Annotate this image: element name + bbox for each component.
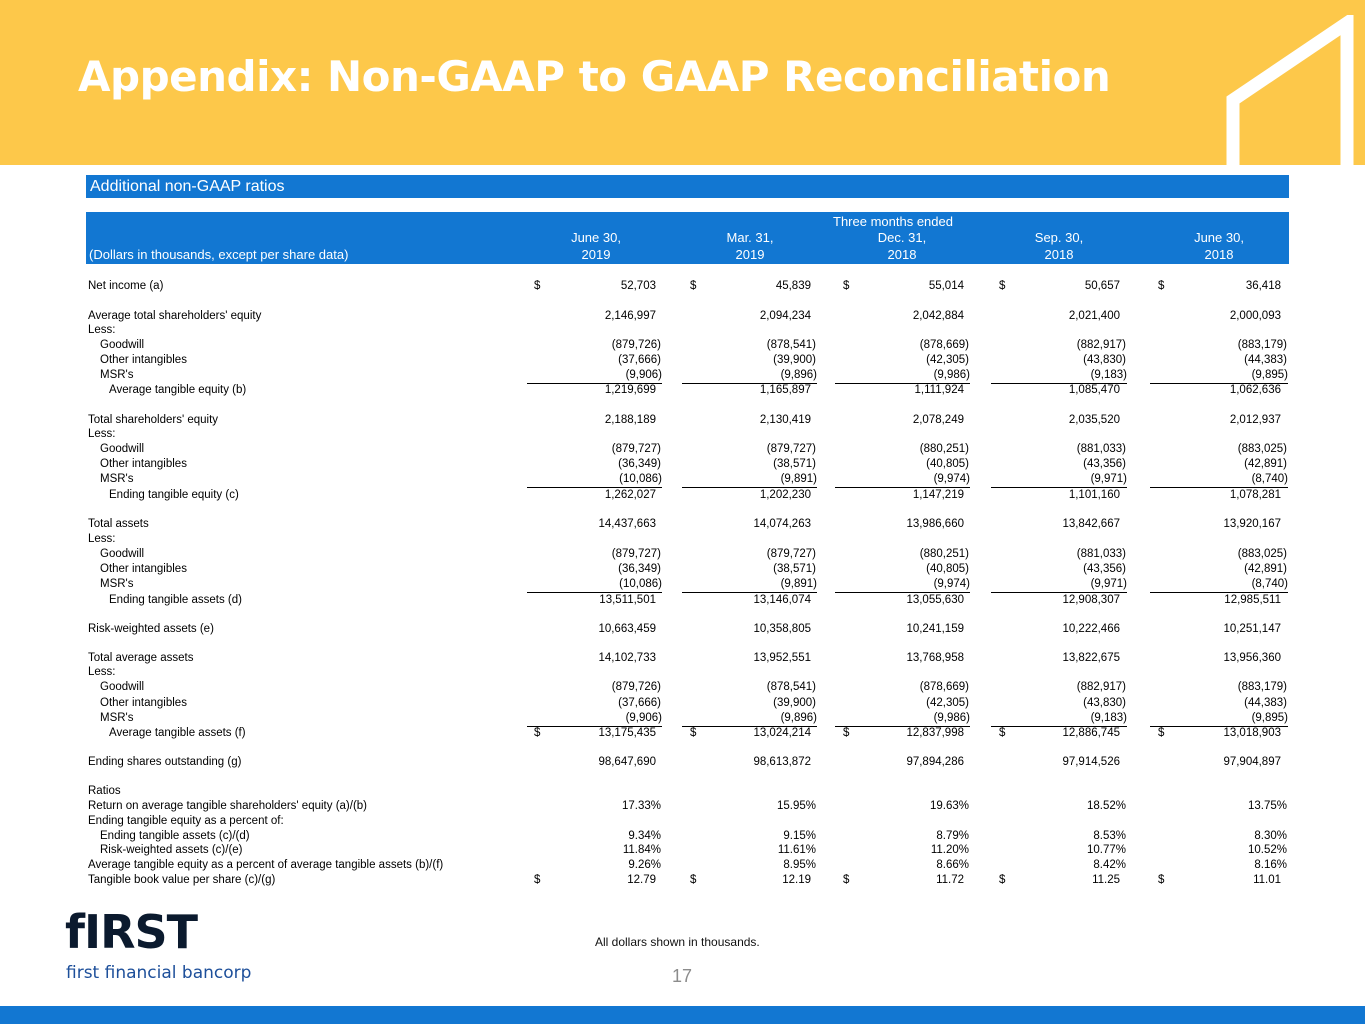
currency-symbol: $ — [1158, 280, 1165, 292]
table-cell: 1,085,470 — [1068, 384, 1120, 396]
row-label: Ending shares outstanding (g) — [88, 756, 242, 768]
table-cell: 13,956,360 — [1223, 652, 1281, 664]
row-label: Ratios — [88, 785, 121, 797]
table-row — [0, 622, 1365, 637]
table-cell: (9,974) — [835, 472, 970, 488]
table-row — [0, 873, 1365, 888]
currency-symbol: $ — [999, 727, 1006, 739]
table-cell: 9.26% — [628, 859, 661, 871]
table-cell: 2,012,937 — [1229, 414, 1281, 426]
table-cell: (10,086) — [527, 577, 662, 593]
table-cell: 1,202,230 — [759, 489, 811, 501]
table-cell: (879,727) — [611, 443, 661, 455]
row-label: Less: — [88, 533, 116, 545]
table-cell: (43,830) — [1083, 354, 1126, 366]
table-cell: 2,130,419 — [759, 414, 811, 426]
table-row — [0, 829, 1365, 844]
table-cell: 2,146,997 — [604, 310, 656, 322]
table-cell: (9,906) — [527, 711, 662, 727]
table-cell: (9,974) — [835, 577, 970, 593]
table-row — [0, 457, 1365, 472]
row-label: Goodwill — [100, 681, 145, 693]
table-cell: (38,571) — [773, 563, 816, 575]
table-cell: 10,358,805 — [753, 623, 811, 635]
table-cell: (880,251) — [919, 548, 969, 560]
currency-symbol: $ — [1158, 727, 1165, 739]
table-cell: 1,062,636 — [1229, 384, 1281, 396]
table-cell: 13,952,551 — [753, 652, 811, 664]
table-cell: (9,183) — [991, 368, 1127, 384]
company-tagline: first financial bancorp — [66, 963, 252, 983]
table-cell: 12,985,511 — [1224, 594, 1281, 606]
table-cell: 1,219,699 — [604, 384, 656, 396]
table-cell: 14,102,733 — [598, 652, 656, 664]
table-cell: (42,305) — [926, 354, 969, 366]
column-header-year: 2019 — [735, 247, 765, 262]
table-row — [0, 323, 1365, 338]
table-cell: 8.53% — [1093, 830, 1126, 842]
table-cell: (879,727) — [766, 548, 816, 560]
currency-symbol: $ — [534, 727, 541, 739]
table-cell: (10,086) — [527, 472, 662, 488]
row-label: Return on average tangible shareholders' equity (a)/(b) — [88, 800, 367, 812]
column-header-year: 2018 — [887, 247, 917, 262]
row-label: Goodwill — [100, 339, 145, 351]
table-cell: (9,891) — [682, 577, 817, 593]
table-cell: (883,179) — [1237, 339, 1287, 351]
table-row — [0, 562, 1365, 577]
table-cell: (881,033) — [1076, 548, 1126, 560]
table-row — [0, 814, 1365, 829]
table-cell: (883,025) — [1237, 548, 1287, 560]
table-cell: 13,842,667 — [1062, 518, 1120, 530]
table-row — [0, 488, 1365, 503]
table-cell: 98,613,872 — [753, 756, 811, 768]
table-cell: 10,241,159 — [906, 623, 964, 635]
table-cell: 8.30% — [1254, 830, 1287, 842]
table-cell: (43,356) — [1083, 563, 1126, 575]
table-row — [0, 383, 1365, 398]
table-cell: 10,222,466 — [1062, 623, 1120, 635]
company-logo: fIRST — [65, 905, 198, 959]
table-row — [0, 279, 1365, 294]
table-cell: 11.61% — [777, 844, 816, 856]
table-cell: 1,078,281 — [1229, 489, 1281, 501]
table-cell: 13,511,501 — [599, 594, 656, 606]
table-row — [0, 532, 1365, 547]
table-cell: 2,035,520 — [1068, 414, 1120, 426]
table-cell: 13,920,167 — [1223, 518, 1281, 530]
table-cell: (880,251) — [919, 443, 969, 455]
row-label: Other intangibles — [100, 458, 187, 470]
table-cell: (39,900) — [773, 697, 816, 709]
table-cell: (9,971) — [991, 472, 1127, 488]
table-cell: (9,971) — [991, 577, 1127, 593]
table-cell: 19.63% — [929, 800, 969, 812]
table-cell: 13.75% — [1247, 800, 1287, 812]
footnote: All dollars shown in thousands. — [595, 935, 760, 949]
table-cell: (40,805) — [926, 458, 969, 470]
table-cell: 14,437,663 — [598, 518, 656, 530]
table-cell: 97,914,526 — [1062, 756, 1120, 768]
table-cell: 1,101,160 — [1068, 489, 1120, 501]
table-cell: 1,147,219 — [912, 489, 964, 501]
table-cell: 17.33% — [621, 800, 661, 812]
table-cell: (38,571) — [773, 458, 816, 470]
currency-symbol: $ — [843, 280, 850, 292]
row-label: Average tangible assets (f) — [109, 727, 246, 739]
table-cell: 45,839 — [775, 280, 811, 292]
table-cell: 13,018,903 — [1223, 727, 1281, 739]
table-row — [0, 368, 1365, 383]
table-cell: (39,900) — [773, 354, 816, 366]
table-cell: (9,986) — [835, 711, 970, 727]
table-cell: 8.95% — [783, 859, 816, 871]
table-cell: (883,025) — [1237, 443, 1287, 455]
row-label: Less: — [88, 324, 116, 336]
column-header-date: Dec. 31, — [877, 230, 927, 245]
table-cell: 10,663,459 — [598, 623, 656, 635]
header-banner — [0, 0, 1365, 165]
table-cell: (40,805) — [926, 563, 969, 575]
table-row — [0, 680, 1365, 695]
table-cell: (42,891) — [1244, 458, 1287, 470]
table-cell: (9,183) — [991, 711, 1127, 727]
table-cell: (37,666) — [618, 354, 661, 366]
table-cell: 9.15% — [783, 830, 816, 842]
currency-symbol: $ — [1158, 874, 1165, 886]
column-header-date: Sep. 30, — [1034, 230, 1084, 245]
table-cell: (42,305) — [926, 697, 969, 709]
table-cell: (882,917) — [1076, 339, 1126, 351]
table-cell: 9.34% — [628, 830, 661, 842]
currency-symbol: $ — [843, 874, 850, 886]
table-cell: 8.16% — [1254, 859, 1287, 871]
table-cell: 11.72 — [936, 874, 964, 886]
table-row — [0, 665, 1365, 680]
currency-symbol: $ — [999, 874, 1006, 886]
column-header-year: 2018 — [1204, 247, 1234, 262]
row-label: Total assets — [88, 518, 149, 530]
table-row — [0, 696, 1365, 711]
row-label: Goodwill — [100, 443, 145, 455]
row-label: Ending tangible assets (c)/(d) — [100, 830, 250, 842]
table-cell: (882,917) — [1076, 681, 1126, 693]
row-label: MSR's — [100, 578, 134, 590]
column-header-date: June 30, — [1194, 230, 1244, 245]
table-cell: 10.77% — [1086, 844, 1126, 856]
table-cell: 10,251,147 — [1223, 623, 1281, 635]
table-cell: (8,740) — [1150, 472, 1288, 488]
column-header-year: 2018 — [1044, 247, 1074, 262]
table-cell: 2,188,189 — [604, 414, 656, 426]
column-header-date: June 30, — [571, 230, 621, 245]
table-cell: (8,740) — [1150, 577, 1288, 593]
table-cell: 13,024,214 — [753, 727, 811, 739]
table-cell: 11.84% — [622, 844, 661, 856]
table-cell: 12,886,745 — [1062, 727, 1120, 739]
table-cell: (36,349) — [618, 458, 661, 470]
row-label: Ending tangible equity (c) — [109, 489, 239, 501]
table-cell: 14,074,263 — [753, 518, 811, 530]
table-cell: (883,179) — [1237, 681, 1287, 693]
currency-symbol: $ — [690, 727, 697, 739]
table-row — [0, 799, 1365, 814]
table-cell: (879,727) — [766, 443, 816, 455]
page-number: 17 — [672, 966, 693, 986]
row-label: MSR's — [100, 473, 134, 485]
table-row — [0, 547, 1365, 562]
row-label: Risk-weighted assets (e) — [88, 623, 214, 635]
table-cell: 2,078,249 — [912, 414, 964, 426]
table-cell: 2,042,884 — [912, 310, 964, 322]
table-cell: 13,175,435 — [598, 727, 656, 739]
table-cell: (879,726) — [611, 339, 661, 351]
table-cell: 2,021,400 — [1068, 310, 1120, 322]
row-label: Goodwill — [100, 548, 145, 560]
row-label: Total shareholders' equity — [88, 414, 219, 426]
table-cell: 12.19 — [782, 874, 811, 886]
table-cell: 98,647,690 — [598, 756, 656, 768]
table-cell: 12,908,307 — [1062, 594, 1120, 606]
table-cell: (879,727) — [611, 548, 661, 560]
column-header-year: 2019 — [581, 247, 611, 262]
table-row — [0, 843, 1365, 858]
table-cell: (37,666) — [618, 697, 661, 709]
table-cell: 50,657 — [1084, 280, 1120, 292]
row-label: Ending tangible equity as a percent of: — [88, 815, 284, 827]
row-label: Average tangible equity as a percent of average tangible assets (b)/(f) — [88, 859, 444, 871]
period-caption: Three months ended — [833, 214, 953, 229]
table-cell: 1,165,897 — [759, 384, 811, 396]
table-cell: (878,669) — [919, 339, 969, 351]
row-label: Less: — [88, 428, 116, 440]
table-cell: 11.20% — [930, 844, 969, 856]
table-cell: (881,033) — [1076, 443, 1126, 455]
table-cell: 8.42% — [1093, 859, 1126, 871]
row-label: Ending tangible assets (d) — [109, 594, 242, 606]
table-cell: (43,830) — [1083, 697, 1126, 709]
table-row — [0, 353, 1365, 368]
table-cell: 12.79 — [627, 874, 656, 886]
table-cell: 1,111,924 — [914, 384, 964, 396]
row-label: Average total shareholders' equity — [88, 310, 262, 322]
column-header — [86, 212, 1289, 264]
currency-symbol: $ — [534, 874, 541, 886]
row-label: MSR's — [100, 712, 134, 724]
table-row — [0, 577, 1365, 592]
table-row — [0, 711, 1365, 726]
table-cell: 13,986,660 — [906, 518, 964, 530]
table-cell: 1,262,027 — [604, 489, 656, 501]
table-cell: 13,768,958 — [906, 652, 964, 664]
row-label: Average tangible equity (b) — [109, 384, 247, 396]
table-cell: (42,891) — [1244, 563, 1287, 575]
row-label: Other intangibles — [100, 697, 187, 709]
table-row — [0, 593, 1365, 608]
table-cell: 8.66% — [936, 859, 969, 871]
currency-symbol: $ — [690, 280, 697, 292]
table-cell: (878,541) — [766, 681, 816, 693]
table-cell: (9,896) — [682, 711, 817, 727]
table-cell: (878,669) — [919, 681, 969, 693]
table-cell: (9,906) — [527, 368, 662, 384]
table-cell: (44,383) — [1244, 697, 1287, 709]
table-cell: (9,895) — [1150, 711, 1288, 727]
table-cell: 97,894,286 — [906, 756, 964, 768]
table-cell: (43,356) — [1083, 458, 1126, 470]
table-row — [0, 413, 1365, 428]
row-label: Total average assets — [88, 652, 194, 664]
row-label: Less: — [88, 666, 116, 678]
page-title: Appendix: Non-GAAP to GAAP Reconciliation — [78, 52, 1111, 101]
table-cell: (9,896) — [682, 368, 817, 384]
table-row — [0, 338, 1365, 353]
table-cell: (36,349) — [618, 563, 661, 575]
table-cell: 2,000,093 — [1229, 310, 1281, 322]
table-cell: 12,837,998 — [906, 727, 964, 739]
table-row — [0, 784, 1365, 799]
row-label: MSR's — [100, 369, 134, 381]
table-cell: (9,891) — [682, 472, 817, 488]
table-row — [0, 309, 1365, 324]
table-row — [0, 755, 1365, 770]
row-label: Net income (a) — [88, 280, 164, 292]
table-cell: 18.52% — [1086, 800, 1126, 812]
table-cell: (44,383) — [1244, 354, 1287, 366]
currency-symbol: $ — [534, 280, 541, 292]
table-cell: 11.25 — [1092, 874, 1120, 886]
table-row — [0, 858, 1365, 873]
table-row — [0, 427, 1365, 442]
table-cell: 13,146,074 — [753, 594, 811, 606]
table-cell: (9,895) — [1150, 368, 1288, 384]
table-cell: 13,822,675 — [1062, 652, 1120, 664]
section-title-bar: Additional non-GAAP ratios — [86, 175, 1289, 198]
currency-symbol: $ — [690, 874, 697, 886]
row-label: Other intangibles — [100, 354, 187, 366]
table-cell: 13,055,630 — [906, 594, 964, 606]
row-label: Risk-weighted assets (c)/(e) — [100, 844, 243, 856]
bottom-accent-bar — [0, 1006, 1365, 1024]
house-outline-decoration — [1225, 15, 1365, 165]
table-row — [0, 472, 1365, 487]
table-cell: 55,014 — [928, 280, 964, 292]
table-cell: 15.95% — [776, 800, 816, 812]
table-cell: (9,986) — [835, 368, 970, 384]
currency-symbol: $ — [999, 280, 1006, 292]
row-label: Other intangibles — [100, 563, 187, 575]
table-cell: (878,541) — [766, 339, 816, 351]
table-row — [0, 442, 1365, 457]
table-cell: 36,418 — [1245, 280, 1281, 292]
units-label: (Dollars in thousands, except per share data) — [89, 247, 349, 262]
table-cell: 97,904,897 — [1223, 756, 1281, 768]
table-row — [0, 651, 1365, 666]
table-cell: (879,726) — [611, 681, 661, 693]
row-label: Tangible book value per share (c)/(g) — [88, 874, 276, 886]
table-cell: 8.79% — [936, 830, 969, 842]
currency-symbol: $ — [843, 727, 850, 739]
table-cell: 10.52% — [1247, 844, 1287, 856]
table-row — [0, 726, 1365, 741]
column-header-date: Mar. 31, — [726, 230, 774, 245]
table-cell: 11.01 — [1253, 874, 1281, 886]
table-row — [0, 517, 1365, 532]
table-cell: 52,703 — [620, 280, 656, 292]
table-cell: 2,094,234 — [759, 310, 811, 322]
